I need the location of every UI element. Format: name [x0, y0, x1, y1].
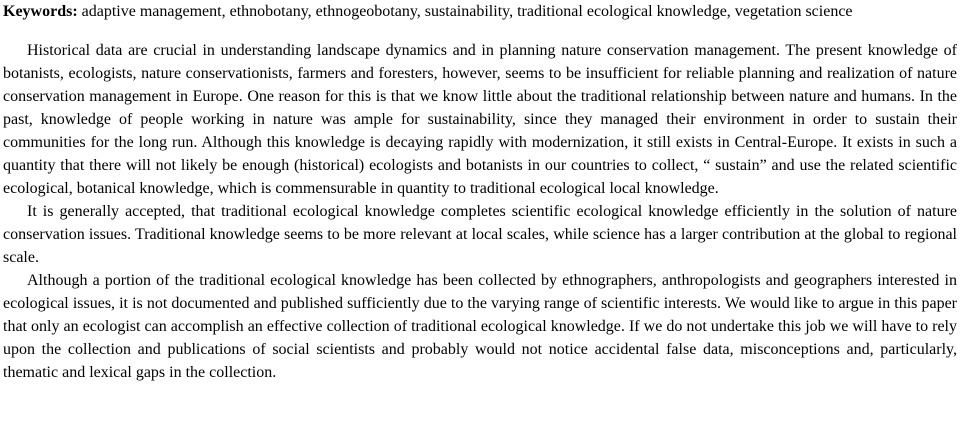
paper-page: [3, 0, 957, 384]
section-gap: [3, 23, 957, 39]
keywords-label: Keywords:: [3, 3, 78, 20]
body-paragraph-3: Although a portion of the traditional ecological knowledge has been collected by ethnographers, anthropologists and geographers interested in ecological issues, it is not documented and published sufficiently due to the varying range of scientific interests. We would like to argue in this paper that only an ecologist can accomplish an effective collection of traditional ecological knowledge. If we do not undertake this job we will have to rely upon the collection and publications of social scientists and probably would not notice accidental false data, misconceptions and, particularly, thematic and lexical gaps in the collection.: [3, 272, 957, 381]
body-paragraph-1: Historical data are crucial in understanding landscape dynamics and in planning nature conservation management. The present knowledge of botanists, ecologists, nature conservationists, farmers and foresters, however, seems to be insufficient for reliable planning and realization of nature conservation management in Europe. One reason for this is that we know little about the traditional relationship between nature and humans. In the past, knowledge of people working in nature was ample for sustainability, since they managed their environment in order to sustain their communities for the long run. Although this knowledge is decaying rapidly with modernization, it still exists in Central-Europe. It exists in such a quantity that there will not likely be enough (historical) ecologists and botanists in our countries to collect, “ sustain” and use the related scientific ecological, botanical knowledge, which is commensurable in quantity to traditional ecological local knowledge.: [3, 42, 957, 197]
keywords-line: [3, 0, 957, 23]
body-paragraph-2: It is generally accepted, that traditional ecological knowledge completes scientific ecological knowledge efficiently in the solution of nature conservation issues. Traditional knowledge seems to be more relevant at local scales, while science has a larger contribution at the global to regional scale.: [3, 203, 957, 266]
keywords-text: adaptive management, ethnobotany, ethnogeobotany, sustainability, traditional ecological knowledge, vegetation science: [81, 3, 853, 20]
